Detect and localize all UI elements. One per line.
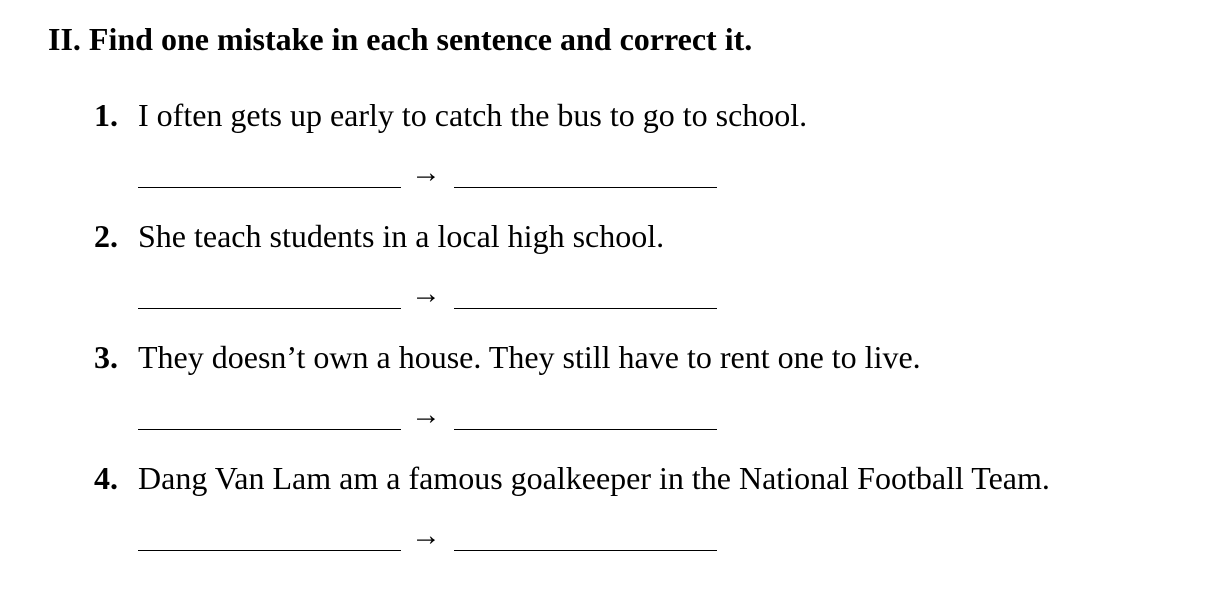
answer-row: [138, 279, 738, 315]
correction-blank[interactable]: [454, 429, 717, 430]
mistake-blank[interactable]: [138, 550, 401, 551]
correction-blank[interactable]: [454, 550, 717, 551]
right-arrow-icon: →: [411, 519, 441, 552]
item-number: 1.: [94, 97, 118, 133]
exercise-item-1: [94, 96, 1204, 206]
mistake-blank[interactable]: [138, 187, 401, 188]
correction-blank[interactable]: [454, 308, 717, 309]
item-number: 2.: [94, 218, 118, 254]
mistake-blank[interactable]: [138, 429, 401, 430]
answer-row: [138, 400, 738, 436]
correction-blank[interactable]: [454, 187, 717, 188]
item-number: 4.: [94, 460, 118, 496]
item-sentence: They doesn’t own a house. They still have to rent one to live.: [138, 339, 921, 375]
item-sentence: I often gets up early to catch the bus to go to school.: [138, 97, 808, 133]
item-sentence: Dang Van Lam am a famous goalkeeper in the National Football Team.: [138, 460, 1050, 496]
right-arrow-icon: →: [411, 156, 441, 189]
exercise-item-3: [94, 338, 1204, 448]
mistake-blank[interactable]: [138, 308, 401, 309]
section-title: II. Find one mistake in each sentence and correct it.: [48, 21, 753, 57]
item-number: 3.: [94, 339, 118, 375]
right-arrow-icon: →: [411, 277, 441, 310]
exercise-item-2: [94, 217, 1204, 327]
right-arrow-icon: →: [411, 398, 441, 431]
answer-row: [138, 158, 738, 194]
answer-row: [138, 521, 738, 557]
item-sentence: She teach students in a local high school.: [138, 218, 665, 254]
exercise-item-4: [94, 459, 1204, 569]
